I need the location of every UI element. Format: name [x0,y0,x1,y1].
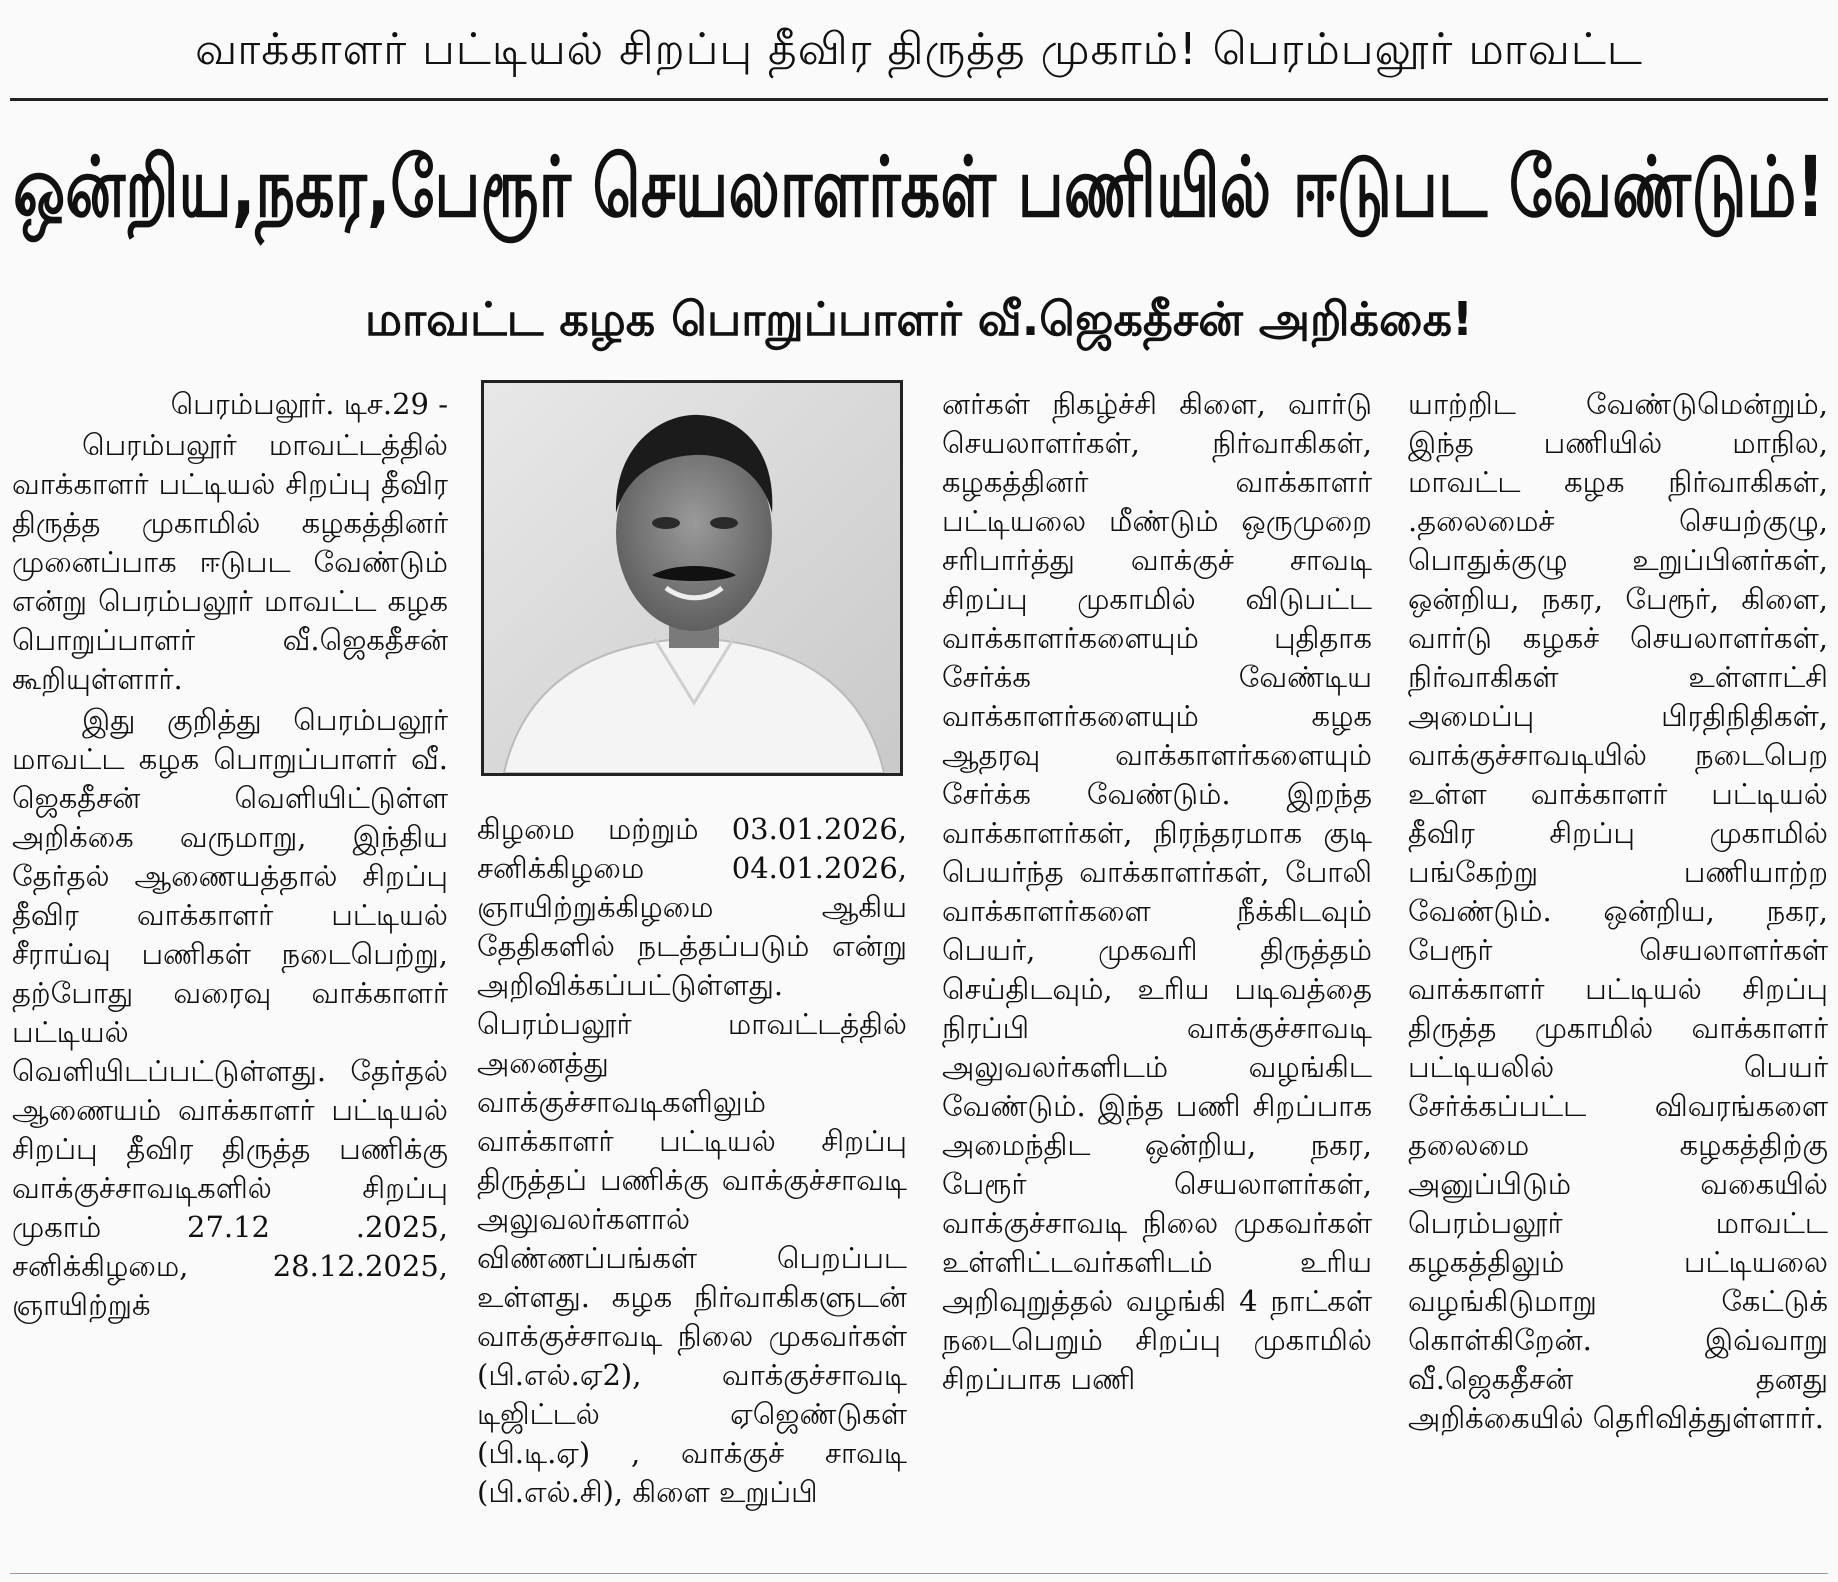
dateline: பெரம்பலூர். டிச.29 - [170,387,448,421]
article-column-4 [1408,385,1828,1565]
paragraph: இது குறித்து பெரம்பலூர் மாவட்ட கழக பொறுப்பாளர் வீ. ஜெகதீசன் வெளியிட்டுள்ள அறிக்கை வருமாறு, இந்திய தேர்தல் ஆணையத்தால் சிறப்பு தீவிர வாக்காளர் பட்டியல் சீராய்வு பணிகள் நடைபெற்று, தற்போது வரைவு வாக்காளர் பட்டியல் வெளியிடப்பட்டுள்ளது. தேர்தல் ஆணையம் வாக்காளர் பட்டியல் சிறப்பு தீவிர திருத்த பணிக்கு வாக்குச்சாவடிகளில் சிறப்பு முகாம் 27.12 .2025, சனிக்கிழமை, 28.12.2025, ஞாயிற்றுக் [12,703,448,1322]
paragraph: யாற்றிட வேண்டுமென்றும், இந்த பணியில் மாநில, மாவட்ட கழக நிர்வாகிகள், .தலைமைச் செயற்குழு, பொதுக்குழு உறுப்பினர்கள், ஒன்றிய, நகர, பேரூர், கிளை, வார்டு கழகச் செயலாளர்கள், நிர்வாகிகள் உள்ளாட்சி அமைப்பு பிரதிநிதிகள், வாக்குச்சாவடியில் நடைபெற உள்ள வாக்காளர் பட்டியல் தீவிர சிறப்பு முகாமில் பங்கேற்று பணியாற்ற வேண்டும். ஒன்றிய, நகர, பேரூர் செயலாளர்கள் வாக்காளர் பட்டியல் சிறப்பு திருத்த முகாமில் வாக்காளர் பட்டியலில் பெயர் சேர்க்கப்பட்ட விவரங்களை தலைமை கழகத்திற்கு அனுப்பிடும் வகையில் பெரம்பலூர் மாவட்ட கழகத்திலும் பட்டியலை வழங்கிடுமாறு கேட்டுக் கொள்கிறேன். இவ்வாறு வீ.ஜெகதீசன் தனது அறிக்கையில் தெரிவித்துள்ளார். [1408,387,1828,1435]
kicker-headline: வாக்காளர் பட்டியல் சிறப்பு தீவிர திருத்த முகாம்! பெரம்பலூர் மாவட்ட [195,23,1643,75]
article-column-2 [477,810,907,1565]
subheadline: மாவட்ட கழக பொறுப்பாளர் வீ.ஜெகதீசன் அறிக்கை! [365,291,1473,346]
paragraph: னர்கள் நிகழ்ச்சி கிளை, வார்டு செயலாளர்கள், நிர்வாகிகள், கழகத்தினர் வாக்காளர் பட்டியலை மீண்டும் ஒருமுறை சரிபார்த்து வாக்குச் சாவடி சிறப்பு முகாமில் விடுபட்ட வாக்காளர்களையும் புதிதாக சேர்க்க வேண்டிய வாக்காளர்களையும் கழக ஆதரவு வாக்காளர்களையும் சேர்க்க வேண்டும். இறந்த வாக்காளர்கள், நிரந்தரமாக குடி பெயர்ந்த வாக்காளர்கள், போலி வாக்காளர்களை நீக்கிடவும் பெயர், முகவரி திருத்தம் செய்திடவும், உரிய படிவத்தை நிரப்பி வாக்குச்சாவடி அலுவலர்களிடம் வழங்கிட வேண்டும். இந்த பணி சிறப்பாக அமைந்திட ஒன்றிய, நகர, பேரூர் செயலாளர்கள், வாக்குச்சாவடி நிலை முகவர்கள் உள்ளிட்டவர்களிடம் உரிய அறிவுறுத்தல் வழங்கி 4 நாட்கள் நடைபெறும் சிறப்பு முகாமில் சிறப்பாக பணி [942,387,1372,1396]
portrait-photo [481,380,903,776]
paragraph: கிழமை மற்றும் 03.01.2026, சனிக்கிழமை 04.01.2026, ஞாயிற்றுக்கிழமை ஆகிய தேதிகளில் நடத்தப்படும் என்று அறிவிக்கப்பட்டுள்ளது. பெரம்பலூர் மாவட்டத்தில் அனைத்து வாக்குச்சாவடிகளிலும் வாக்காளர் பட்டியல் சிறப்பு திருத்தப் பணிக்கு வாக்குச்சாவடி அலுவலர்களால் விண்ணப்பங்கள் பெறப்பட உள்ளது. கழக நிர்வாகிகளுடன் வாக்குச்சாவடி நிலை முகவர்கள் (பி.எல்.ஏ2), வாக்குச்சாவடி டிஜிட்டல் ஏஜெண்டுகள் (பி.டி.ஏ) , வாக்குச் சாவடி (பி.எல்.சி), கிளை உறுப்பி [477,812,907,1509]
bottom-rule [10,1573,1828,1574]
portrait-image [484,383,900,773]
main-headline: ஒன்றிய,நகர,பேரூர் செயலாளர்கள் பணியில் ஈடுபட வேண்டும்! [13,137,1825,237]
article-column-1 [12,385,448,1565]
article-column-3 [942,385,1372,1565]
paragraph: பெரம்பலூர் மாவட்டத்தில் வாக்காளர் பட்டியல் சிறப்பு தீவிர திருத்த முகாமில் கழகத்தினர் முனைப்பாக ஈடுபட வேண்டும் என்று பெரம்பலூர் மாவட்ட கழக பொறுப்பாளர் வீ.ஜெகதீசன் கூறியுள்ளார். [12,428,448,696]
